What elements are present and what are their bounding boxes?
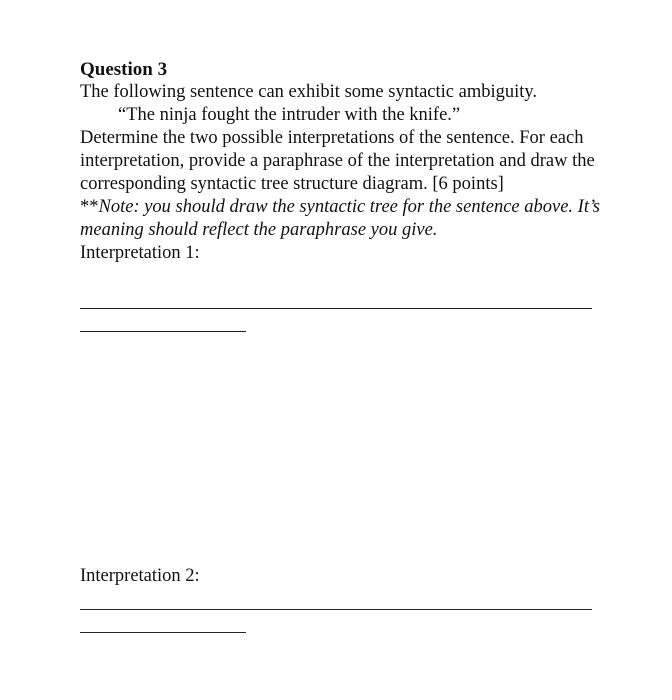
- answer-line-2b[interactable]: [80, 632, 246, 633]
- answer-line-1b[interactable]: [80, 331, 246, 332]
- question-intro: The following sentence can exhibit some syntactic ambiguity.: [80, 82, 538, 102]
- interpretation-1-label: Interpretation 1:: [80, 243, 200, 263]
- note-prefix: **: [80, 197, 99, 217]
- answer-line-1a[interactable]: [80, 308, 592, 309]
- interpretation-2-label: Interpretation 2:: [80, 566, 200, 586]
- answer-line-2a[interactable]: [80, 609, 592, 610]
- ambiguous-sentence: “The ninja fought the intruder with the knife.”: [118, 105, 461, 125]
- question-body: [80, 81, 620, 265]
- question-instructions: Determine the two possible interpretations of the sentence. For each interpretation, provide a paraphrase of the interpretation and draw the corresponding syntactic tree structure diagram. [6 points]: [80, 128, 595, 194]
- note-text: Note: you should draw the syntactic tree for the sentence above. It’s meaning should reflect the paraphrase you give.: [80, 197, 600, 240]
- question-heading: Question 3: [80, 59, 168, 80]
- note: [80, 197, 600, 240]
